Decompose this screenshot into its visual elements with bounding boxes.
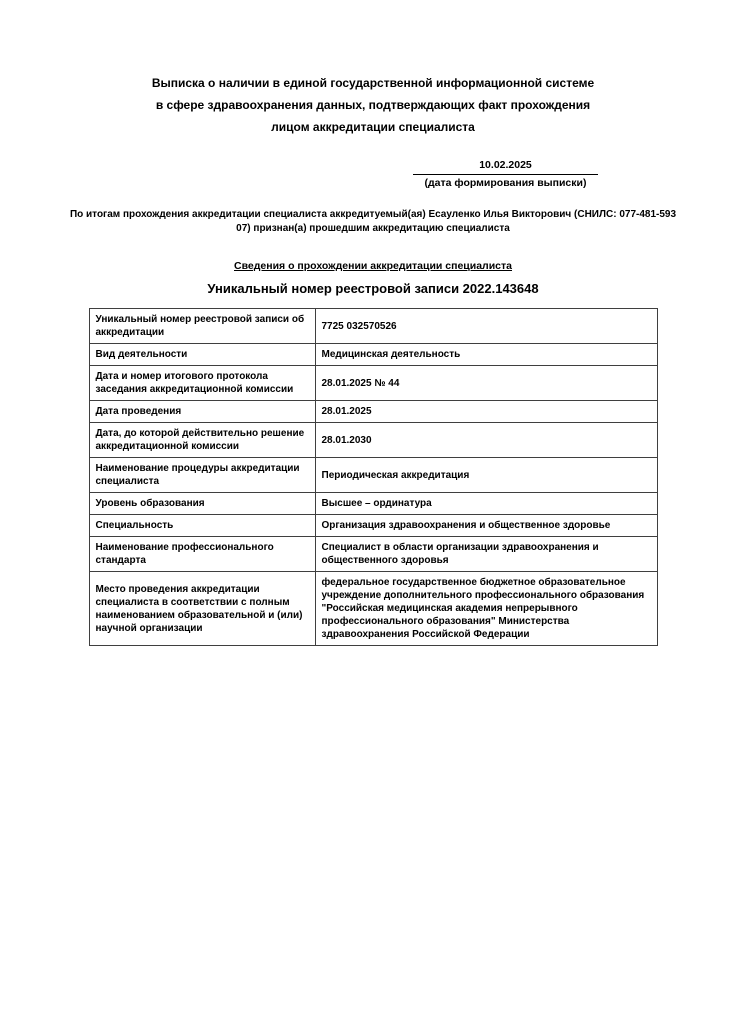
row-value: Медицинская деятельность [315, 344, 657, 366]
row-value: 7725 032570526 [315, 309, 657, 344]
table-row-protocol-date-number [89, 366, 657, 401]
row-value: 28.01.2030 [315, 423, 657, 458]
section-heading: Сведения о прохождении аккредитации специалиста [234, 260, 512, 272]
table-row-specialty [89, 515, 657, 537]
table-row-accreditation-registry-number [89, 309, 657, 344]
table-row-accreditation-place [89, 572, 657, 646]
table-row-conduct-date [89, 401, 657, 423]
row-label: Уровень образования [89, 493, 315, 515]
extract-date-caption: (дата формирования выписки) [424, 177, 587, 189]
row-label: Наименование профессионального стандарта [89, 537, 315, 572]
row-value: 28.01.2025 [315, 401, 657, 423]
extract-date-block [413, 158, 598, 190]
row-label: Дата и номер итогового протокола заседания аккредитационной комиссии [89, 366, 315, 401]
row-label: Вид деятельности [89, 344, 315, 366]
registry-number-line: Уникальный номер реестровой записи 2022.143648 [207, 281, 539, 296]
row-label: Специальность [89, 515, 315, 537]
row-label: Уникальный номер реестровой записи об аккредитации [89, 309, 315, 344]
accreditation-details-table [89, 308, 658, 646]
row-label: Наименование процедуры аккредитации специалиста [89, 458, 315, 493]
row-value: Организация здравоохранения и общественное здоровье [315, 515, 657, 537]
table-row-procedure-name [89, 458, 657, 493]
table-row-valid-until-date [89, 423, 657, 458]
row-value: федеральное государственное бюджетное образовательное учреждение дополнительного профессионального образования "Российская медицинская академия непрерывного профессионального образования" Министерства здравоохранения Российской Федерации [315, 572, 657, 646]
table-row-professional-standard [89, 537, 657, 572]
row-value: Высшее – ординатура [315, 493, 657, 515]
table-row-activity-type [89, 344, 657, 366]
row-value: 28.01.2025 № 44 [315, 366, 657, 401]
table-row-education-level [89, 493, 657, 515]
row-value: Периодическая аккредитация [315, 458, 657, 493]
document-title: Выписка о наличии в единой государственной информационной системе в сфере здравоохранения данных, подтверждающих факт прохождения лицом аккредитации специалиста [151, 76, 595, 134]
intro-paragraph: По итогам прохождения аккредитации специалиста аккредитуемый(ая) Есауленко Илья Викторович (СНИЛС: 077-481-593 07) признан(а) прошедшим аккредитацию специалиста [69, 209, 677, 234]
row-label: Дата проведения [89, 401, 315, 423]
row-label: Дата, до которой действительно решение аккредитационной комиссии [89, 423, 315, 458]
row-label: Место проведения аккредитации специалиста в соответствии с полным наименованием образовательной и (или) научной организации [89, 572, 315, 646]
extract-date: 10.02.2025 [413, 158, 598, 175]
row-value: Специалист в области организации здравоохранения и общественного здоровья [315, 537, 657, 572]
